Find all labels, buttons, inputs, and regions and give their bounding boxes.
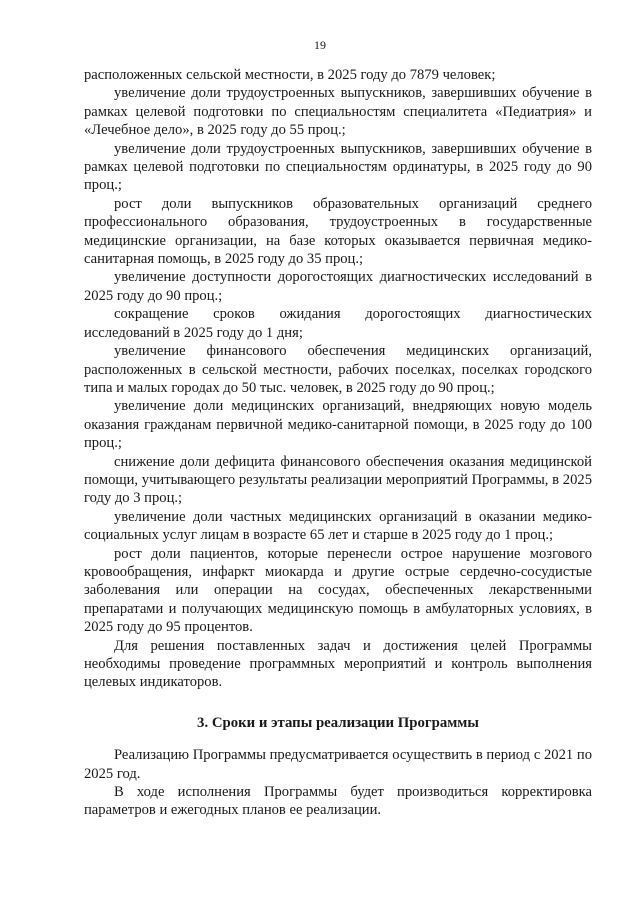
paragraph: рост доли выпускников образовательных организаций среднего профессионального образования, трудоустроенных в государственные медицинские организации, на базе которых оказывается первичная медико-санитарная помощь, в 2025 году до 35 проц.; [84, 195, 592, 268]
paragraph: снижение доли дефицита финансового обеспечения оказания медицинской помощи, учитывающего результаты реализации мероприятий Программы, в 2025 году до 3 проц.; [84, 453, 592, 507]
paragraph: Реализацию Программы предусматривается осуществить в период с 2021 по 2025 год. [84, 747, 592, 782]
paragraph: рост доли пациентов, которые перенесли острое нарушение мозгового кровообращения, инфаркт миокарда и другие острые сердечно-сосудистые заболевания или операции на сосудах, обеспеченных лекарственными препаратами и получающих медицинскую помощь в амбулаторных условиях, в 2025 году до 95 процентов. [84, 545, 592, 636]
document-body [84, 66, 592, 820]
paragraph: сокращение сроков ожидания дорогостоящих диагностических исследований в 2025 году до 1 дня; [84, 306, 592, 341]
section-heading: 3. Сроки и этапы реализации Программы [197, 714, 479, 731]
paragraph: увеличение доли трудоустроенных выпускников, завершивших обучение в рамках целевой подготовки по специальностям ординатуры, в 2025 году до 90 проц.; [84, 140, 592, 194]
paragraph: увеличение финансового обеспечения медицинских организаций, расположенных в сельской местности, рабочих поселках, поселках городского типа и малых городах до 50 тыс. человек, в 2025 году до 90 проц.; [84, 343, 592, 396]
paragraph: увеличение доли трудоустроенных выпускников, завершивших обучение в рамках целевой подготовки по специальностям специалитета «Педиатрия» и «Лечебное дело», в 2025 году до 55 проц.; [84, 85, 592, 139]
paragraph: расположенных сельской местности, в 2025 году до 7879 человек; [84, 67, 496, 83]
paragraph: увеличение доли медицинских организаций, внедряющих новую модель оказания гражданам первичной медико-санитарной помощи, в 2025 году до 100 проц.; [84, 398, 592, 452]
paragraph: увеличение доли частных медицинских организаций в оказании медико-социальных услуг лицам в возрасте 65 лет и старше в 2025 году до 1 проц.; [84, 508, 592, 544]
paragraph: В ходе исполнения Программы будет производиться корректировка параметров и ежегодных планов ее реализации. [84, 784, 592, 819]
paragraph: Для решения поставленных задач и достижения целей Программы необходимы проведение программных мероприятий и контроль выполнения целевых индикаторов. [84, 637, 592, 691]
page-number: 19 [314, 38, 326, 52]
paragraph: увеличение доступности дорогостоящих диагностических исследований в 2025 году до 90 проц.; [84, 269, 592, 304]
